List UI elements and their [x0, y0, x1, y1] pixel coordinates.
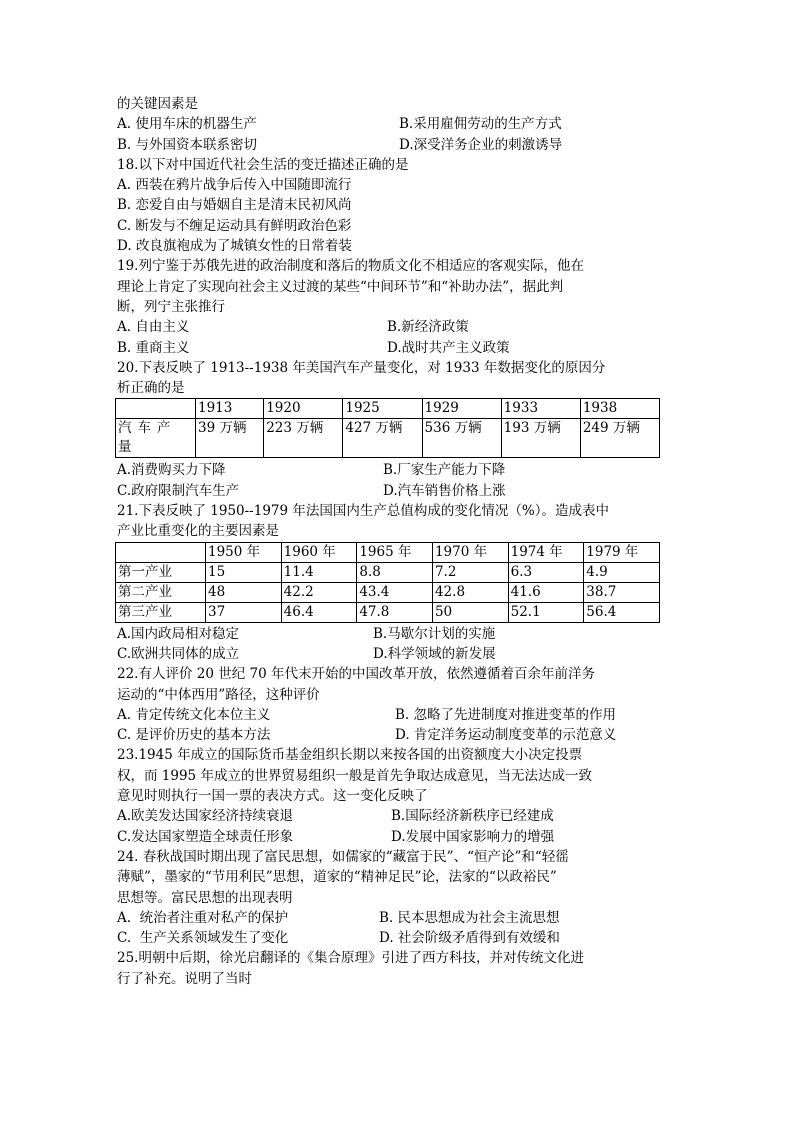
q23-stem-line-1: 23.1945 年成立的国际货币基金组织长期以来按各国的出资额度大小决定投票 — [117, 747, 583, 764]
q21-option-b[interactable]: B.马歇尔计划的实施 — [373, 625, 496, 642]
table-value-cell: 46.4 — [281, 602, 357, 622]
table-value-cell: 56.4 — [584, 602, 660, 622]
q22-stem-line-2: 运动的“中体西用”路径，这种评价 — [117, 686, 320, 703]
table-value-cell: 6.3 — [508, 562, 584, 582]
table-value-cell: 8.8 — [357, 562, 433, 582]
table-year-cell: 1933 — [501, 399, 580, 419]
q19-stem-line-1: 19.列宁鉴于苏俄先进的政治制度和落后的物质文化不相适应的客观实际，他在 — [117, 258, 584, 275]
q21-gdp-composition-table — [115, 542, 660, 623]
table-value-cell: 47.8 — [357, 602, 433, 622]
q20-options-row-2 — [117, 481, 677, 501]
q17-option-c[interactable]: B. 与外国资本联系密切 — [117, 136, 258, 153]
table-value-cell: 427 万辆 — [343, 419, 422, 458]
q21-options-row-1 — [117, 624, 677, 644]
q19-options-row-1 — [117, 317, 677, 337]
table-year-cell: 1965 年 — [357, 542, 433, 562]
table-row-label: 汽车产量 — [116, 419, 196, 458]
q17-option-d[interactable]: D.深受洋务企业的刺激诱导 — [399, 136, 563, 153]
table-value-cell: 37 — [206, 602, 282, 622]
table-year-cell: 1920 — [264, 399, 343, 419]
table-year-cell: 1979 年 — [584, 542, 660, 562]
table-row — [116, 582, 660, 602]
table-value-cell: 4.9 — [584, 562, 660, 582]
table-year-cell: 1974 年 — [508, 542, 584, 562]
q18-option-a[interactable]: A. 西装在鸦片战争后传入中国随即流行 — [117, 177, 352, 194]
q24-stem-line-1: 24. 春秋战国时期出现了富民思想，如儒家的“藏富于民”、“恒产论”和“轻徭 — [117, 848, 569, 865]
table-row — [116, 602, 660, 622]
q22-option-d[interactable]: D. 肯定洋务运动制度变革的示范意义 — [395, 727, 617, 744]
q19-option-d[interactable]: D.战时共产主义政策 — [387, 339, 510, 356]
q25-stem-line-1: 25.明朝中后期，徐光启翻译的《集合原理》引进了西方科技，并对传统文化进 — [117, 950, 584, 967]
q22-options-row-2 — [117, 725, 677, 745]
q17-continuation: 的关键因素是 — [117, 96, 198, 112]
q18-option-b[interactable]: B. 恋爱自由与婚姻自主是清末民初风尚 — [117, 197, 352, 214]
q25-stem-line-2: 行了补充。说明了当时 — [117, 970, 252, 987]
q24-stem-line-3: 思想等。富民思想的出现表明 — [117, 889, 293, 906]
table-value-cell: 42.2 — [281, 582, 357, 602]
q23-option-b[interactable]: B.国际经济新秩序已经建成 — [391, 808, 554, 825]
q19-option-b[interactable]: B.新经济政策 — [387, 319, 469, 336]
q21-option-a[interactable]: A.国内政局相对稳定 — [117, 625, 240, 642]
table-value-cell: 48 — [206, 582, 282, 602]
table-value-cell: 50 — [432, 602, 508, 622]
table-value-cell: 536 万辆 — [422, 419, 501, 458]
table-year-cell: 1950 年 — [206, 542, 282, 562]
q23-option-c[interactable]: C.发达国家塑造全球责任形象 — [117, 828, 294, 845]
q19-option-c[interactable]: B. 重商主义 — [117, 339, 190, 356]
q24-option-a[interactable]: A. 统治者注重对私产的保护 — [117, 909, 289, 926]
table-value-cell: 193 万辆 — [501, 419, 580, 458]
q18-option-d[interactable]: D. 改良旗袍成为了城镇女性的日常着装 — [117, 238, 352, 255]
table-row-label: 第三产业 — [116, 602, 206, 622]
table-header-row — [116, 542, 660, 562]
table-value-cell: 223 万辆 — [264, 419, 343, 458]
q22-stem-line-1: 22.有人评价 20 世纪 70 年代末开始的中国改革开放，依然遵循着百余年前洋务 — [117, 666, 595, 683]
q21-options-row-2 — [117, 644, 677, 664]
q23-stem-line-3: 意见时则执行一国一票的表决方式。这一变化反映了 — [117, 788, 428, 805]
q20-option-a[interactable]: A.消费购买力下降 — [117, 462, 226, 479]
table-value-cell: 7.2 — [432, 562, 508, 582]
table-header-row — [116, 399, 660, 419]
q19-option-a[interactable]: A. 自由主义 — [117, 319, 190, 336]
q21-stem-line-2: 产业比重变化的主要因素是 — [117, 523, 279, 540]
table-year-cell: 1938 — [580, 399, 659, 419]
q20-option-c[interactable]: C.政府限制汽车生产 — [117, 482, 240, 499]
q24-option-c[interactable]: C. 生产关系领域发生了变化 — [117, 930, 289, 947]
q24-option-b[interactable]: B. 民本思想成为社会主流思想 — [379, 909, 560, 926]
q22-option-a[interactable]: A. 肯定传统文化本位主义 — [117, 706, 271, 723]
q17-option-a[interactable]: A. 使用车床的机器生产 — [117, 116, 257, 133]
q23-options-row-1 — [117, 806, 677, 826]
table-value-cell: 52.1 — [508, 602, 584, 622]
table-value-cell: 249 万辆 — [580, 419, 659, 458]
q21-option-c[interactable]: C.欧洲共同体的成立 — [117, 645, 240, 662]
table-row-label: 第二产业 — [116, 582, 206, 602]
q17-options-row-1 — [117, 114, 677, 134]
q22-options-row-1 — [117, 705, 677, 725]
table-value-cell: 39 万辆 — [196, 419, 264, 458]
q20-stem-line-1: 20.下表反映了 1913--1938 年美国汽车产量变化，对 1933 年数据变化的原因分 — [117, 359, 606, 376]
exam-page — [117, 94, 677, 989]
table-corner-cell — [116, 542, 206, 562]
q20-option-b[interactable]: B.厂家生产能力下降 — [383, 462, 506, 479]
q18-stem: 18.以下对中国近代社会生活的变迁描述正确的是 — [117, 156, 409, 173]
q23-option-a[interactable]: A.欧美发达国家经济持续衰退 — [117, 808, 294, 825]
q20-option-d[interactable]: D.汽车销售价格上涨 — [383, 482, 506, 499]
q20-car-production-table — [115, 398, 660, 458]
q23-options-row-2 — [117, 827, 677, 847]
table-corner-cell — [116, 399, 196, 419]
q17-option-b[interactable]: B.采用雇佣劳动的生产方式 — [399, 116, 562, 133]
table-year-cell: 1913 — [196, 399, 264, 419]
table-value-cell: 43.4 — [357, 582, 433, 602]
q18-option-c[interactable]: C. 断发与不缠足运动具有鲜明政治色彩 — [117, 217, 352, 234]
q23-option-d[interactable]: D.发展中国家影响力的增强 — [391, 828, 555, 845]
q24-options-row-1 — [117, 908, 677, 928]
table-value-cell: 42.8 — [432, 582, 508, 602]
q23-stem-line-2: 权，而 1995 年成立的世界贸易组织一般是首先争取达成意见，当无法达成一致 — [117, 767, 592, 784]
table-row-label: 第一产业 — [116, 562, 206, 582]
q24-stem-line-2: 薄赋”，墨家的“节用利民”思想，道家的“精神足民”论，法家的“以政裕民” — [117, 869, 557, 886]
table-value-cell: 15 — [206, 562, 282, 582]
table-row — [116, 419, 660, 458]
q20-stem-line-2: 析正确的是 — [117, 380, 185, 397]
table-row — [116, 562, 660, 582]
table-value-cell: 41.6 — [508, 582, 584, 602]
table-year-cell: 1929 — [422, 399, 501, 419]
q24-option-d[interactable]: D. 社会阶级矛盾得到有效缓和 — [379, 930, 560, 947]
q19-stem-line-3: 断，列宁主张推行 — [117, 298, 225, 315]
table-value-cell: 38.7 — [584, 582, 660, 602]
q24-options-row-2 — [117, 928, 677, 948]
q19-stem-line-2: 理论上肯定了实现向社会主义过渡的某些“中间环节”和“补助办法”，据此判 — [117, 278, 564, 295]
q22-option-c[interactable]: C. 是评价历史的基本方法 — [117, 727, 271, 744]
q21-option-d[interactable]: D.科学领域的新发展 — [373, 645, 496, 662]
q20-options-row-1 — [117, 460, 677, 480]
table-value-cell: 11.4 — [281, 562, 357, 582]
q19-options-row-2 — [117, 338, 677, 358]
table-year-cell: 1925 — [343, 399, 422, 419]
table-year-cell: 1970 年 — [432, 542, 508, 562]
q21-stem-line-1: 21.下表反映了 1950--1979 年法国国内生产总值构成的变化情况（%）。造成表中 — [117, 503, 609, 520]
q17-options-row-2 — [117, 135, 677, 155]
table-year-cell: 1960 年 — [281, 542, 357, 562]
q22-option-b[interactable]: B. 忽略了先进制度对推进变革的作用 — [395, 706, 617, 723]
